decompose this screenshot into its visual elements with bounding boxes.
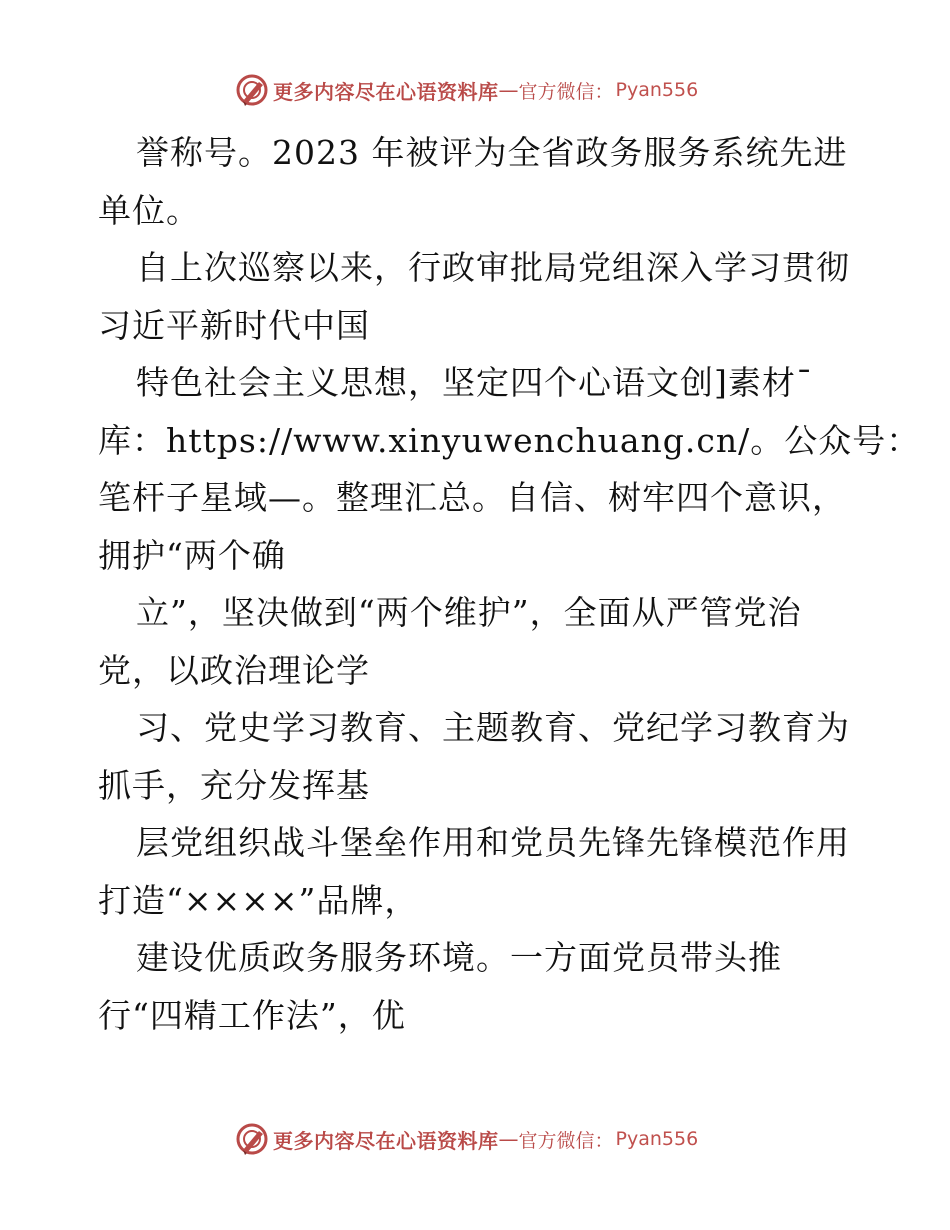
body-line: 习近平新时代中国 [98,305,370,345]
banner-wechat-id: Pyan556 [615,79,699,101]
banner-separator: — [498,1127,519,1151]
pen-logo-icon [235,73,269,107]
body-line: 抓手，充分发挥基 [98,765,370,805]
banner-title: 更多内容尽在心语资料库 [273,79,499,104]
body-line: 自上次巡察以来，行政审批局党组深入学习贯彻 [136,248,850,287]
banner-separator: — [498,78,519,102]
document-body [98,124,921,1044]
footer-banner [235,1122,698,1156]
header-banner [235,73,698,107]
banner-wechat-label: 官方微信： [518,80,614,103]
banner-title: 更多内容尽在心语资料库 [273,1128,499,1153]
banner-wechat-label: 官方微信： [518,1129,614,1152]
body-line: 特色社会主义思想，坚定四个心语文创]素材¯ [136,363,814,402]
body-line: 誉称号。2023 年被评为全省政务服务系统先进 [136,133,848,172]
body-line: 建设优质政务服务环境。一方面党员带头推 [136,938,782,977]
body-line: 拥护“两个确 [98,535,286,575]
body-line: 单位。 [98,190,200,230]
body-line: 习、党史学习教育、主题教育、党纪学习教育为 [136,708,850,747]
pen-logo-icon [235,1122,269,1156]
body-line: 立”，坚决做到“两个维护”，全面从严管党治 [136,593,802,632]
banner-wechat-id: Pyan556 [615,1128,699,1150]
body-line: 行“四精工作法”，优 [98,995,406,1035]
body-line: 笔杆子星域—。整理汇总。自信、树牢四个意识， [98,478,846,517]
body-line: 层党组织战斗堡垒作用和党员先锋先锋模范作用 [136,823,850,862]
body-line: 打造“××××”品牌， [98,880,419,920]
body-line: 党，以政治理论学 [98,650,370,690]
body-line: 库：https://www.xinyuwenchuang.cn/。公众号： [98,420,921,460]
